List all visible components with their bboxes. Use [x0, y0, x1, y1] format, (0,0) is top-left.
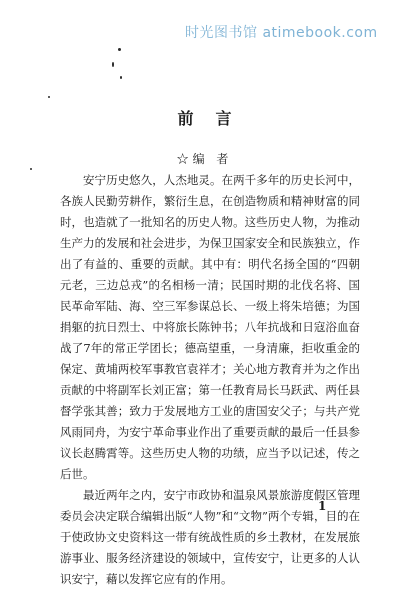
scan-speck — [112, 62, 114, 67]
paragraph: 最近两年之内，安宁市政协和温泉风景旅游度假区管理委员会决定联合编辑出版“人物”和“文物”两个专辑，目的在于使政协文史资料这一带有统战性质的乡土教材，在发展旅游事业、服务经济建设的领域中，宣传安宁，让更多的人认识安宁，藉以发挥它应有的作用。 — [60, 488, 360, 586]
body-text — [60, 170, 360, 590]
watermark: 时光图书馆 atimebook.com — [185, 25, 378, 41]
author-line: ☆编 者 — [176, 152, 233, 166]
scan-speck — [30, 168, 32, 170]
scan-speck — [120, 76, 122, 79]
page-title: 前言 — [177, 109, 254, 128]
page-number: 1 — [318, 499, 327, 513]
scan-speck — [48, 96, 50, 98]
scan-speck — [118, 48, 121, 51]
paragraph: 安宁历史悠久，人杰地灵。在两千多年的历史长河中，各族人民勤劳耕作，繁衍生息，在创造物质和精神财富的同时，也造就了一批知名的历史人物。这些历史人物，为推动生产力的发展和社会进步，为保卫国家安全和民族独立，作出了有益的、重要的贡献。其中有：明代名扬全国的“四朝元老，三边总戎”的名相杨一清；民国时期的北伐名将、国民革命军陆、海、空三军参谋总长、一级上将朱培德；为国捐躯的抗日烈士、中将旅长陈钟书；八年抗战和日寇浴血奋战了7年的常正学团长；德高望重，一身清廉，拒收重金的保定、黄埔两校军事教官袁祥才；关心地方教育并为之作出贡献的中将副军长刘正富；第一任教育局长马跃武、两任县督学张其善；致力于发展地方工业的唐国安父子；与共产党风雨同舟，为安宁革命事业作出了重要贡献的最后一任县参议长赵腾霄等。这些历史人物的功绩，应当予以记述，传之后世。 — [60, 173, 360, 481]
